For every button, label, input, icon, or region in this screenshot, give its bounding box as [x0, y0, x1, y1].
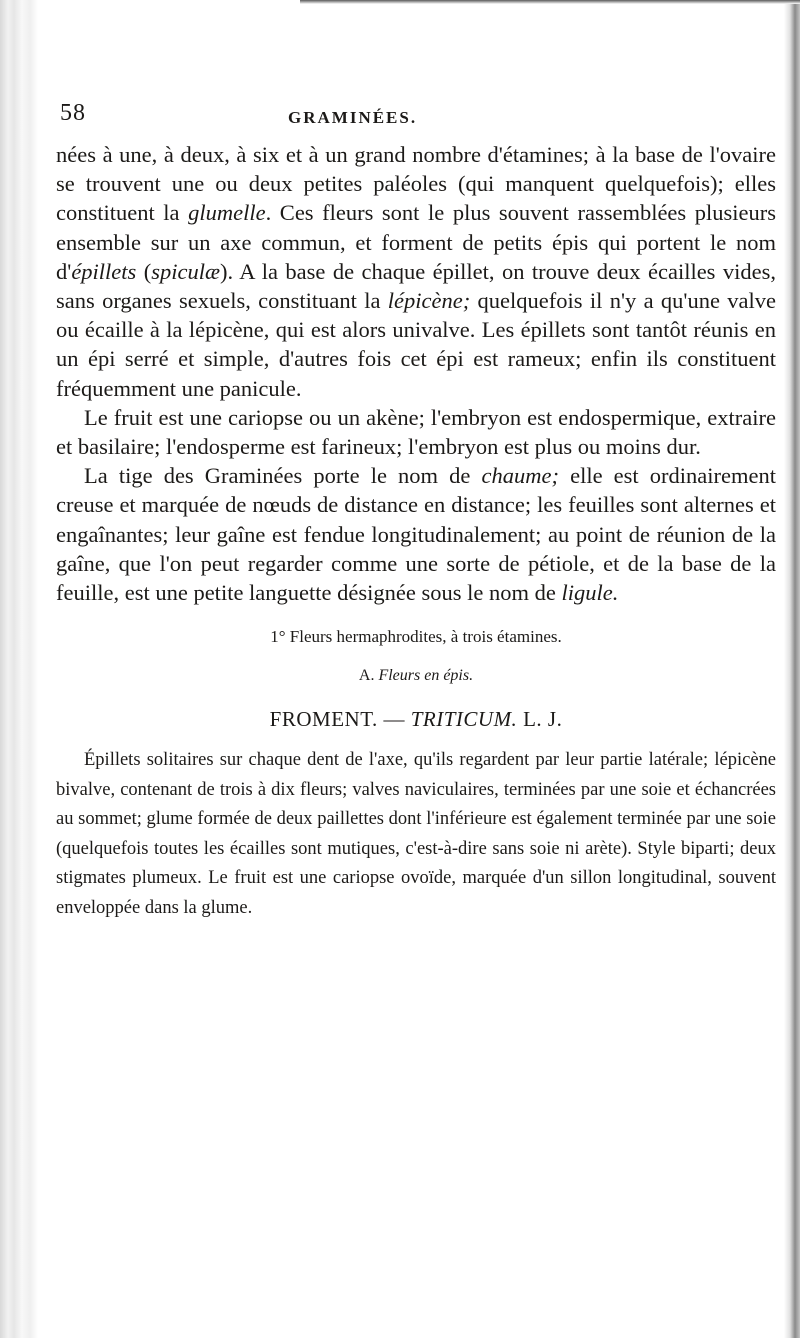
page-binding-shadow	[0, 0, 38, 1338]
page-header	[56, 100, 776, 140]
genus-heading: FROMENT. — TRITICUM. L. J.	[269, 707, 563, 732]
paragraph-tige: La tige des Graminées porte le nom de chaume; elle est ordinairement creuse et marquée de nœuds de distance en distance; les feuilles sont alternes et engaînantes; leur gaîne est fendue longitudinalement; au point de réunion de la gaîne, que l'on peut regarder comme une sorte de pétiole, et de la base de la feuille, est une petite languette désignée sous le nom de ligule.	[56, 463, 776, 606]
top-edge-shadow	[300, 0, 800, 4]
term-epillets: épillets	[71, 258, 137, 284]
paragraph-continuation: nées à une, à deux, à six et à un grand nombre d'étamines; à la base de l'ovaire se trouvent une ou deux petites paléoles (qui manquent quelquefois); elles constituent la glumelle. Ces fleurs sont le plus souvent rassemblées plusieurs ensemble sur un axe commun, et forment de petits épis qui portent le nom d'épillets (spiculæ). A la base de chaque épillet, on trouve deux écailles vides, sans organes sexuels, constituant la lépicène; quelquefois il n'y a qu'une valve ou écaille à la lépicène, qui est alors univalve. Les épillets sont tantôt réunis en un épi serré et simple, d'autres fois cet épi est rameux; enfin ils constituent fréquemment une panicule.	[56, 142, 776, 401]
genus-latin-name: TRITICUM.	[410, 707, 518, 732]
subsection-heading: A. Fleurs en épis.	[358, 667, 474, 685]
term-lepicene: lépicène;	[387, 288, 471, 314]
term-ligule: ligule.	[561, 580, 619, 606]
term-chaume: chaume;	[481, 463, 559, 489]
book-page	[56, 100, 776, 923]
term-spiculae: spiculæ	[151, 258, 220, 284]
body-text	[56, 140, 776, 607]
section-heading: 1° Fleurs hermaphrodites, à trois étamines.	[270, 627, 562, 647]
page-number: 58	[60, 100, 86, 126]
paragraph-fruit: Le fruit est une cariopse ou un akène; l'embryon est endospermique, extraire et basilaire; l'endosperme est farineux; l'embryon est plus ou moins dur.	[56, 404, 776, 460]
genus-description: Épillets solitaires sur chaque dent de l'axe, qu'ils regardent par leur partie latérale; lépicène bivalve, contenant de trois à dix fleurs; valves naviculaires, terminées par une soie et échancrées au sommet; glume formée de deux paillettes dont l'inférieure est également terminée par une soie (quelquefois toutes les écailles sont mutiques, c'est-à-dire sans soie ni arète). Style biparti; deux stigmates plumeux. Le fruit est une cariopse ovoïde, marquée d'un sillon longitudinal, souvent enveloppée dans la glume.	[56, 750, 776, 918]
term-glumelle: glumelle	[188, 200, 266, 226]
page-edge-shadow	[784, 0, 800, 1338]
running-head: GRAMINÉES.	[288, 108, 418, 127]
